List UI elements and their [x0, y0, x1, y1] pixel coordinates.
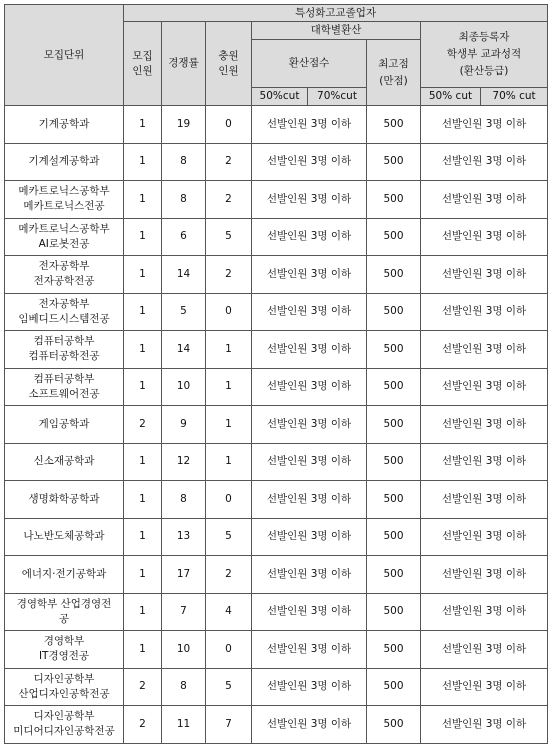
final-grade-cell: 선발인원 3명 이하: [421, 331, 548, 369]
unit-cell: 전자공학부 임베디드시스템전공: [5, 293, 124, 331]
extra-cell: 5: [206, 218, 252, 256]
ratio-cell: 8: [162, 481, 206, 519]
header-final-reg: 최종등록자 학생부 교과성적 (환산등급): [421, 22, 548, 88]
quota-cell: 1: [124, 256, 162, 294]
unit-cell: 컴퓨터공학부 소프트웨어전공: [5, 368, 124, 406]
unit-cell: 에너지·전기공학과: [5, 556, 124, 594]
table-row: [5, 556, 548, 594]
conv-score-cell: 선발인원 3명 이하: [252, 668, 367, 706]
table-row: [5, 181, 548, 219]
quota-cell: 1: [124, 218, 162, 256]
final-grade-cell: 선발인원 3명 이하: [421, 293, 548, 331]
ratio-cell: 5: [162, 293, 206, 331]
unit-cell: 메카트로닉스공학부 메카트로닉스전공: [5, 181, 124, 219]
final-grade-cell: 선발인원 3명 이하: [421, 181, 548, 219]
table-row: [5, 256, 548, 294]
top-score-cell: 500: [367, 218, 421, 256]
quota-cell: 1: [124, 481, 162, 519]
top-score-cell: 500: [367, 706, 421, 744]
final-grade-cell: 선발인원 3명 이하: [421, 218, 548, 256]
quota-cell: 1: [124, 181, 162, 219]
admission-results-table: [4, 4, 548, 744]
ratio-cell: 8: [162, 668, 206, 706]
table-body: [5, 106, 548, 744]
header-cut70-final: 70% cut: [481, 88, 548, 106]
table-row: [5, 481, 548, 519]
extra-cell: 2: [206, 256, 252, 294]
conv-score-cell: 선발인원 3명 이하: [252, 593, 367, 631]
conv-score-cell: 선발인원 3명 이하: [252, 631, 367, 669]
ratio-cell: 7: [162, 593, 206, 631]
quota-cell: 1: [124, 331, 162, 369]
final-grade-cell: 선발인원 3명 이하: [421, 106, 548, 144]
table-row: [5, 518, 548, 556]
quota-cell: 2: [124, 406, 162, 444]
extra-cell: 0: [206, 481, 252, 519]
unit-cell: 기계공학과: [5, 106, 124, 144]
final-grade-cell: 선발인원 3명 이하: [421, 631, 548, 669]
table-row: [5, 106, 548, 144]
quota-cell: 1: [124, 556, 162, 594]
table-row: [5, 406, 548, 444]
top-score-cell: 500: [367, 256, 421, 294]
conv-score-cell: 선발인원 3명 이하: [252, 368, 367, 406]
final-grade-cell: 선발인원 3명 이하: [421, 706, 548, 744]
header-cut70: 70%cut: [308, 88, 367, 106]
quota-cell: 2: [124, 668, 162, 706]
extra-cell: 5: [206, 668, 252, 706]
conv-score-cell: 선발인원 3명 이하: [252, 706, 367, 744]
quota-cell: 1: [124, 106, 162, 144]
quota-cell: 2: [124, 706, 162, 744]
final-grade-cell: 선발인원 3명 이하: [421, 256, 548, 294]
header-univ-conv: 대학별환산: [252, 22, 421, 40]
header-conv-score: 환산점수: [252, 40, 367, 88]
quota-cell: 1: [124, 631, 162, 669]
table-row: [5, 668, 548, 706]
header-quota: 모집 인원: [124, 22, 162, 106]
extra-cell: 1: [206, 368, 252, 406]
quota-cell: 1: [124, 143, 162, 181]
extra-cell: 0: [206, 293, 252, 331]
conv-score-cell: 선발인원 3명 이하: [252, 143, 367, 181]
ratio-cell: 8: [162, 181, 206, 219]
extra-cell: 1: [206, 406, 252, 444]
ratio-cell: 19: [162, 106, 206, 144]
top-score-cell: 500: [367, 406, 421, 444]
top-score-cell: 500: [367, 668, 421, 706]
extra-cell: 5: [206, 518, 252, 556]
extra-cell: 1: [206, 331, 252, 369]
unit-cell: 전자공학부 전자공학전공: [5, 256, 124, 294]
extra-cell: 0: [206, 106, 252, 144]
quota-cell: 1: [124, 518, 162, 556]
header-extra: 충원 인원: [206, 22, 252, 106]
final-grade-cell: 선발인원 3명 이하: [421, 518, 548, 556]
final-grade-cell: 선발인원 3명 이하: [421, 406, 548, 444]
extra-cell: 2: [206, 556, 252, 594]
ratio-cell: 8: [162, 143, 206, 181]
header-top-score: 최고점 (만점): [367, 40, 421, 106]
conv-score-cell: 선발인원 3명 이하: [252, 518, 367, 556]
top-score-cell: 500: [367, 368, 421, 406]
conv-score-cell: 선발인원 3명 이하: [252, 256, 367, 294]
final-grade-cell: 선발인원 3명 이하: [421, 481, 548, 519]
table-row: [5, 368, 548, 406]
ratio-cell: 14: [162, 256, 206, 294]
extra-cell: 4: [206, 593, 252, 631]
unit-cell: 나노반도체공학과: [5, 518, 124, 556]
header-ratio: 경쟁률: [162, 22, 206, 106]
header-cut50-final: 50% cut: [421, 88, 481, 106]
unit-cell: 신소재공학과: [5, 443, 124, 481]
ratio-cell: 13: [162, 518, 206, 556]
unit-cell: 생명화학공학과: [5, 481, 124, 519]
unit-cell: 기계설계공학과: [5, 143, 124, 181]
top-score-cell: 500: [367, 106, 421, 144]
unit-cell: 디자인공학부 산업디자인공학전공: [5, 668, 124, 706]
table-row: [5, 218, 548, 256]
top-score-cell: 500: [367, 293, 421, 331]
top-score-cell: 500: [367, 593, 421, 631]
conv-score-cell: 선발인원 3명 이하: [252, 293, 367, 331]
unit-cell: 컴퓨터공학부 컴퓨터공학전공: [5, 331, 124, 369]
final-grade-cell: 선발인원 3명 이하: [421, 143, 548, 181]
extra-cell: 2: [206, 143, 252, 181]
final-grade-cell: 선발인원 3명 이하: [421, 593, 548, 631]
unit-cell: 게임공학과: [5, 406, 124, 444]
unit-cell: 디자인공학부 미디어디자인공학전공: [5, 706, 124, 744]
top-score-cell: 500: [367, 181, 421, 219]
conv-score-cell: 선발인원 3명 이하: [252, 181, 367, 219]
conv-score-cell: 선발인원 3명 이하: [252, 443, 367, 481]
quota-cell: 1: [124, 368, 162, 406]
top-score-cell: 500: [367, 556, 421, 594]
conv-score-cell: 선발인원 3명 이하: [252, 406, 367, 444]
conv-score-cell: 선발인원 3명 이하: [252, 481, 367, 519]
conv-score-cell: 선발인원 3명 이하: [252, 106, 367, 144]
table-row: [5, 293, 548, 331]
quota-cell: 1: [124, 443, 162, 481]
table-row: [5, 443, 548, 481]
ratio-cell: 11: [162, 706, 206, 744]
header-unit: 모집단위: [5, 5, 124, 106]
ratio-cell: 12: [162, 443, 206, 481]
unit-cell: 경영학부 산업경영전 공: [5, 593, 124, 631]
conv-score-cell: 선발인원 3명 이하: [252, 556, 367, 594]
quota-cell: 1: [124, 593, 162, 631]
ratio-cell: 9: [162, 406, 206, 444]
extra-cell: 7: [206, 706, 252, 744]
ratio-cell: 10: [162, 368, 206, 406]
quota-cell: 1: [124, 293, 162, 331]
extra-cell: 1: [206, 443, 252, 481]
conv-score-cell: 선발인원 3명 이하: [252, 331, 367, 369]
ratio-cell: 10: [162, 631, 206, 669]
top-score-cell: 500: [367, 518, 421, 556]
header-group: 특성화고교졸업자: [124, 5, 548, 22]
table-row: [5, 631, 548, 669]
unit-cell: 경영학부 IT경영전공: [5, 631, 124, 669]
header-cut50: 50%cut: [252, 88, 308, 106]
final-grade-cell: 선발인원 3명 이하: [421, 556, 548, 594]
final-grade-cell: 선발인원 3명 이하: [421, 668, 548, 706]
table-row: [5, 331, 548, 369]
table-row: [5, 593, 548, 631]
ratio-cell: 17: [162, 556, 206, 594]
table-row: [5, 143, 548, 181]
top-score-cell: 500: [367, 443, 421, 481]
extra-cell: 0: [206, 631, 252, 669]
table-row: [5, 706, 548, 744]
top-score-cell: 500: [367, 631, 421, 669]
extra-cell: 2: [206, 181, 252, 219]
final-grade-cell: 선발인원 3명 이하: [421, 368, 548, 406]
conv-score-cell: 선발인원 3명 이하: [252, 218, 367, 256]
final-grade-cell: 선발인원 3명 이하: [421, 443, 548, 481]
ratio-cell: 14: [162, 331, 206, 369]
ratio-cell: 6: [162, 218, 206, 256]
top-score-cell: 500: [367, 481, 421, 519]
unit-cell: 메카트로닉스공학부 AI로봇전공: [5, 218, 124, 256]
top-score-cell: 500: [367, 331, 421, 369]
top-score-cell: 500: [367, 143, 421, 181]
